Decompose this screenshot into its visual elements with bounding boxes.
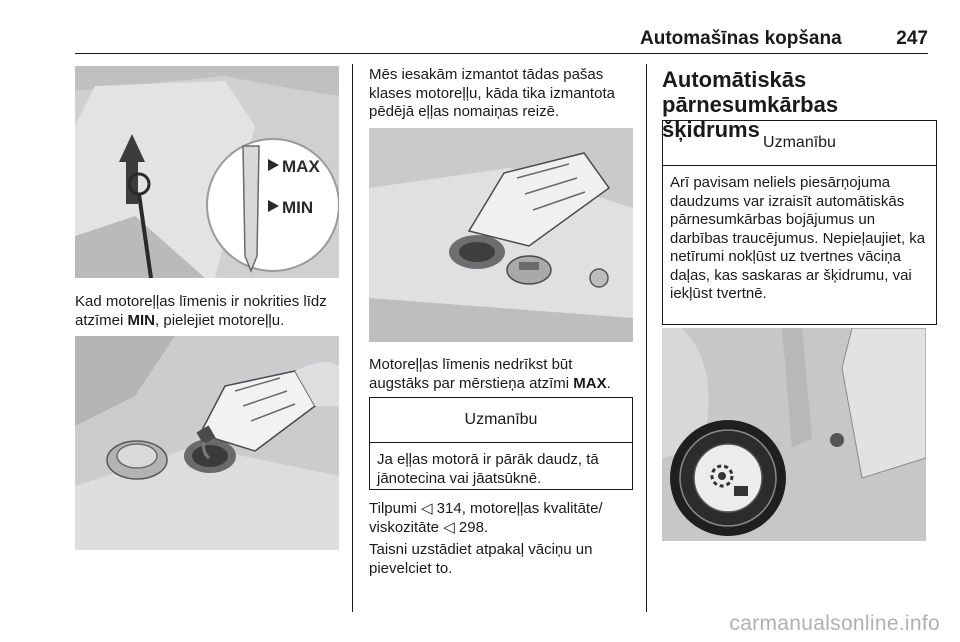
caution-box-transmission	[662, 120, 937, 325]
triangle-ref-icon[interactable]: ◁	[443, 518, 455, 536]
fill-cap-icon	[107, 441, 167, 479]
transmission-reservoir-illustration	[662, 328, 926, 541]
transmission-cap-icon	[670, 420, 786, 536]
min-label: MIN	[282, 198, 314, 217]
oil-cap-illustration	[369, 128, 633, 342]
triangle-ref-icon[interactable]: ◁	[420, 500, 433, 517]
page-header-title: Automašīnas kopšana	[640, 28, 842, 49]
paragraph-refit-cap: Taisni uzstādiet atpakaļ vāciņu un pievelciet to.	[369, 541, 593, 577]
oil-filling-illustration	[75, 336, 339, 550]
paragraph-references: Tilpumi ◁ 314, motoreļļas kvalitāte/ viskozitāte ◁ 298.	[369, 500, 603, 536]
max-label: MAX	[282, 157, 320, 176]
paragraph-min-level: Kad motoreļļas līmenis ir nokrities līdz atzīmei MIN, pielejiet motoreļļu.	[75, 293, 327, 329]
paragraph-oil-class: Mēs iesakām izmantot tādas pašas klases motoreļļu, kāda tika izmantota pēdējā eļļas nomaiņas reizē.	[369, 66, 615, 120]
watermark: carmanualsonline.info	[729, 612, 940, 635]
page-number: 247	[896, 28, 928, 49]
section-heading-transmission-fluid: Automātiskās pārnesumkārbas šķidrums	[662, 67, 839, 142]
dipstick-illustration	[75, 66, 339, 278]
caution-title: Uzmanību	[663, 121, 936, 166]
caution-box-oil	[369, 397, 633, 490]
column-divider-left	[352, 64, 353, 612]
caution-text: Arī pavisam neliels piesārņojuma daudzums var izraisīt automātiskās pārnesumkārbas bojājumus un darbības traucējumus. Nepieļaujiet, ka netīrumi nokļūst uz tvertnes vāciņa daļas, kas saskaras ar šķidrumu, vai iekļūst tvertnē.	[670, 174, 926, 302]
header-divider	[75, 53, 928, 54]
caution-title: Uzmanību	[370, 398, 632, 443]
fill-cap-icon	[507, 256, 551, 284]
paragraph-max-level: Motoreļļas līmenis nedrīkst būt augstāks par mērstieņa atzīmi MAX.	[369, 356, 611, 392]
caution-text: Ja eļļas motorā ir pārāk daudz, tā jānotecina vai jāatsūknē.	[377, 451, 599, 487]
column-divider-right	[646, 64, 647, 612]
